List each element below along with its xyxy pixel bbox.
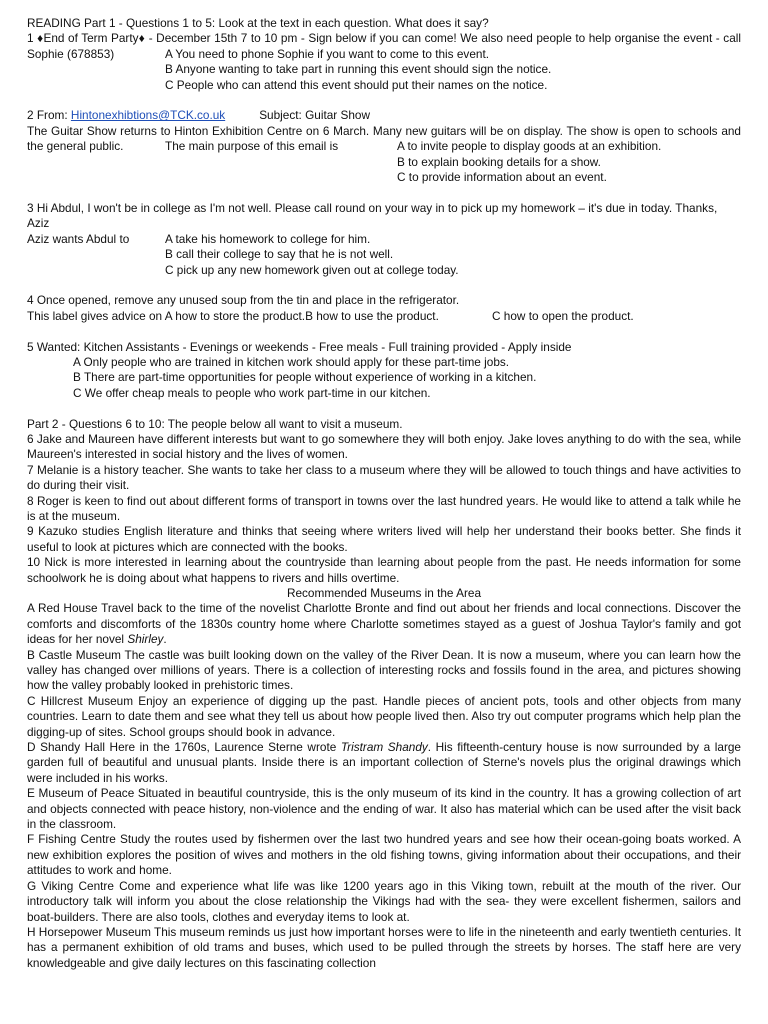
q3-prompt: Aziz wants Abdul to (27, 231, 130, 246)
museum-name: G Viking Centre (27, 878, 114, 893)
q4-options (27, 309, 741, 324)
part1-instruction: Look at the text in each question. What does it say? (215, 16, 489, 30)
museum-name: D Shandy Hall (27, 740, 105, 755)
q4-option-b[interactable]: B how to use the product. (305, 308, 439, 323)
person-name: 10 Nick (27, 555, 68, 570)
q3-option-c[interactable]: C pick up any new homework given out at college today. (165, 262, 459, 277)
q4-option-c[interactable]: C how to open the product. (492, 308, 634, 323)
museum-name: F Fishing Centre (27, 832, 116, 847)
museum-name: A Red House (27, 601, 98, 616)
part1-heading: READING Part 1 - Questions 1 to 5: (27, 16, 216, 30)
q3-option-a[interactable]: A take his homework to college for him. (165, 231, 371, 246)
question-3 (27, 201, 741, 278)
question-5 (27, 340, 741, 402)
museum-name: C Hillcrest Museum (27, 693, 134, 708)
part2-heading: Part 2 - Questions 6 to 10 (27, 416, 162, 431)
q1-title: ♦End of Term Party♦ (37, 31, 146, 46)
q2-option-b[interactable]: B to explain booking details for a show. (397, 154, 601, 169)
q5-option-b[interactable]: B There are part-time opportunities for people without experience of working in a kitchen. (73, 370, 537, 385)
museum-f: F Fishing Centre Study the routes used by fishermen over the last two hundred years and see how their ocean-going boats worked. A new exhibition explores the position of wives and mothers in the old fishing towns, giving information about their occupations, and their attitudes to work and home. (27, 832, 741, 878)
museum-e: E Museum of Peace Situated in beautiful countryside, this is the only museum of its kind in the country. It has a growing collection of art and objects connected with peace history, non-violence and the ending of war. It also has material which can be used after the visit back in the classroom. (27, 786, 741, 832)
person-name: 6 Jake and Maureen (27, 431, 135, 446)
museum-name: B Castle Museum (27, 647, 122, 662)
person-name: 7 Melanie (27, 462, 79, 477)
museum-b: B Castle Museum The castle was built looking down on the valley of the River Dean. It is now a museum, where you can learn how the valley has changed over millions of years. There is a collection of interesting rocks and fossils found in the area, and pictures showing how the valley probably looked in prehistoric times. (27, 647, 741, 693)
museum-c: C Hillcrest Museum Enjoy an experience of digging up the past. Handle pieces of ancient pots, tools and other objects from many countries. Learn to date them and see what they tell us about how people lived then. Also try out computer programs which help plan the digging-up of sites. School groups should book in advance. (27, 693, 741, 739)
person-7: 7 Melanie is a history teacher. She wants to take her class to a museum where they will be allowed to touch things and have activities to do during their visit. (27, 462, 741, 493)
q1-text: 1 ♦End of Term Party♦ - December 15th 7 to 10 pm - Sign below if you can come! We also need people to help organise the event - call Sophie (678853) (27, 31, 742, 61)
q5-option-a[interactable]: A Only people who are trained in kitchen work should apply for these part-time jobs. (73, 354, 510, 369)
q4-text: 4 Once opened, remove any unused soup from the tin and place in the refrigerator. (27, 293, 460, 308)
museum-a: A Red House Travel back to the time of the novelist Charlotte Bronte and find out about her friends and local connections. Discover the comforts and discomforts of the 1830s country home where Charlotte sometimes stayed as a guest of Joshua Taylor's family and got ideas for her novel Shirley. (27, 601, 741, 647)
part1-heading-line (27, 16, 741, 31)
q2-option-a[interactable]: A to invite people to display goods at an exhibition. (397, 139, 662, 154)
q5-title: Wanted: Kitchen Assistants (36, 339, 180, 354)
person-10: 10 Nick is more interested in learning about the countryside than learning about people from the past. He needs information for some schoolwork he is doing about what happens to rivers and hills overtime. (27, 555, 741, 585)
q2-option-c[interactable]: C to provide information about an event. (397, 170, 607, 185)
museum-g: G Viking Centre Come and experience what life was like 1200 years ago in this Viking town, rebuilt at the mouth of the river. Our introductory talk will inform you about the close relationship the Vikings had with the sea- they were excellent fishermen, sailors and boat-builders. There are also tools, clothes and everyday items to look at. (27, 878, 741, 924)
q1-option-b[interactable]: B Anyone wanting to take part in running this event should sign the notice. (165, 62, 552, 77)
part2-instruction: : The people below all want to visit a museum. (161, 416, 403, 431)
q2-prompt: The main purpose of this email is (165, 139, 339, 154)
museum-name: H Horsepower Museum (27, 924, 151, 939)
q1-option-a[interactable]: A You need to phone Sophie if you want to come to this event. (165, 46, 489, 61)
museum-d: D Shandy Hall Here in the 1760s, Laurence Sterne wrote Tristram Shandy. His fifteenth-century house is now surrounded by a large garden full of beautiful and unusual plants. Inside there is an important collection of Sterne's novels plus the original drawings which were included in his works. (27, 740, 741, 785)
q4-option-a[interactable]: A how to store the product. (164, 308, 306, 323)
question-2 (27, 108, 741, 185)
part2-heading-line (27, 417, 741, 432)
q4-prompt: This label gives advice on (27, 308, 163, 323)
museums-heading: Recommended Museums in the Area (286, 585, 482, 600)
q2-subject: Subject: Guitar Show (259, 108, 371, 123)
q5-text: 5 Wanted: Kitchen Assistants - Evenings or weekends - Free meals - Full training provided - Apply inside (27, 339, 572, 354)
person-name: 9 Kazuko (27, 524, 78, 539)
question-4 (27, 293, 741, 324)
question-1 (27, 31, 741, 93)
q3-text: 3 Hi Abdul, I won't be in college as I'm not well. Please call round on your way in to pick up my homework – it's due in today. Thanks, Aziz (27, 200, 718, 231)
q3-option-b[interactable]: B call their college to say that he is not well. (165, 247, 394, 262)
q5-option-c[interactable]: C We offer cheap meals to people who work part-time in our kitchen. (73, 385, 431, 400)
museum-name: E Museum of Peace (27, 786, 135, 801)
person-9: 9 Kazuko studies English literature and thinks that seeing where writers lived will help her understand their books better. She finds it useful to look at pictures which are connected with the books. (27, 524, 741, 554)
museum-h: H Horsepower Museum This museum reminds us just how important horses were to life in the nineteenth and early twentieth centuries. It has a permanent exhibition of old trams and buses, which used to be pulled through the streets by horses. The staff here are very knowledgeable and give daily lectures on this fascinating collection (27, 924, 741, 970)
q1-option-c[interactable]: C People who can attend this event should put their names on the notice. (165, 77, 548, 92)
q2-text: The Guitar Show returns to Hinton Exhibition Centre on 6 March. Many new guitars will be on display. The show is open to schools and the general public. (27, 123, 741, 154)
person-name: 8 Roger (27, 493, 70, 508)
person-6: 6 Jake and Maureen have different interests but want to go somewhere they will both enjoy. Jake loves anything to do with the sea, while Maureen's interested in social history and the lives of women. (27, 431, 742, 462)
q2-header: 2 From: Hintonexhibtions@TCK.co.uk Subject: Guitar Show (27, 108, 371, 123)
email-link[interactable]: Hintonexhibtions@TCK.co.uk (70, 108, 226, 123)
worksheet (27, 16, 741, 971)
person-8: 8 Roger is keen to find out about different forms of transport in towns over the last hundred years. He would like to attend a talk while he is at the museum. (27, 493, 741, 523)
